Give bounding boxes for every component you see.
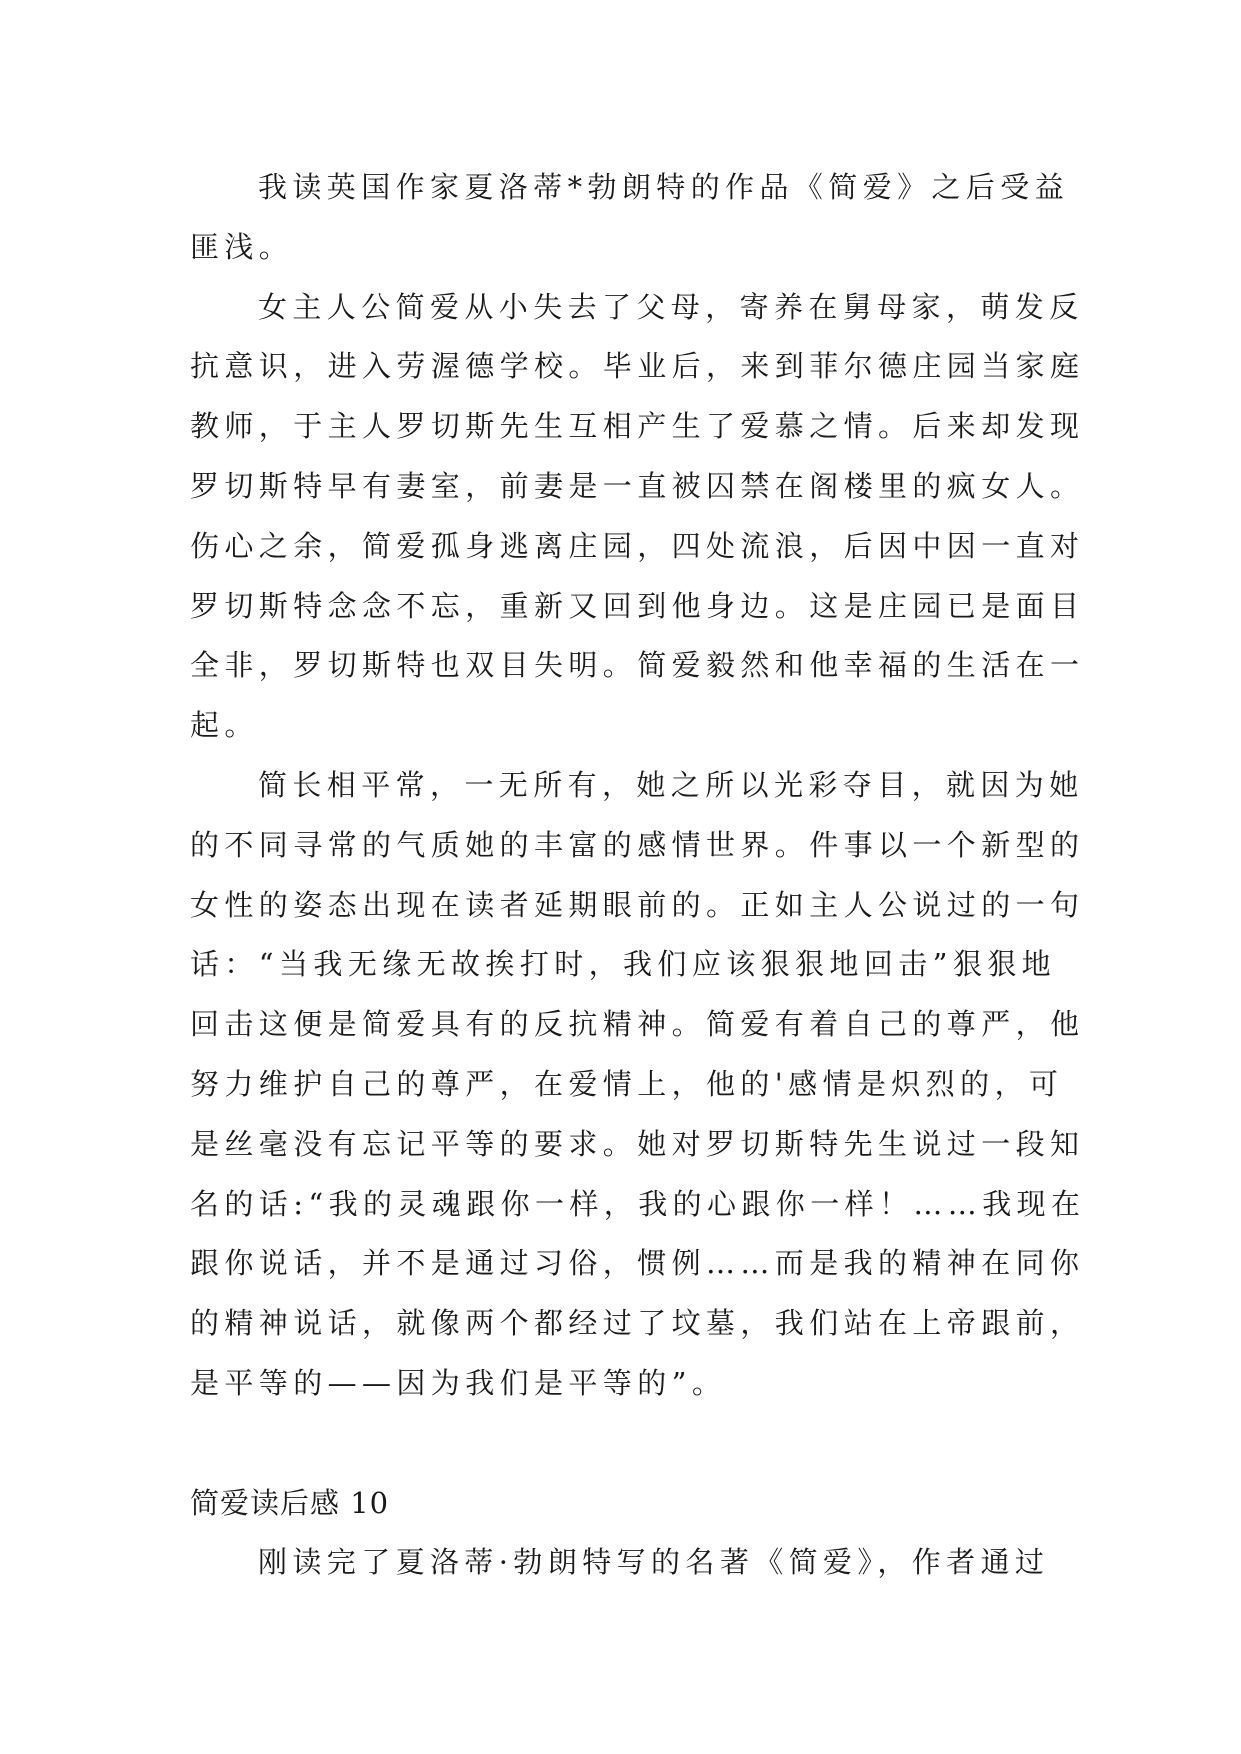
text-line: 的精神说话，就像两个都经过了坟墓，我们站在上帝跟前， xyxy=(190,1306,1085,1341)
text-line: 起。 xyxy=(190,708,259,743)
text-line: 女性的姿态出现在读者延期眼前的。正如主人公说过的一句 xyxy=(190,887,1085,922)
text-line: 全非，罗切斯特也双目失明。简爱毅然和他幸福的生活在一 xyxy=(190,648,1085,683)
text-line: 努力维护自己的尊严，在爱情上，他的'感情是炽烈的，可 xyxy=(190,1066,1064,1101)
text-line: 的不同寻常的气质她的丰富的感情世界。件事以一个新型的 xyxy=(190,827,1085,862)
text-line: 刚读完了夏洛蒂·勃朗特写的名著《简爱》，作者通过 xyxy=(258,1545,1050,1580)
text-line: 匪浅。 xyxy=(190,229,294,264)
paragraph-1 xyxy=(190,158,1070,278)
paragraph-2 xyxy=(190,278,1085,756)
text-line: 是平等的——因为我们是平等的”。 xyxy=(190,1365,727,1400)
text-line: 抗意识，进入劳渥德学校。毕业后，来到菲尔德庄园当家庭 xyxy=(190,349,1085,384)
text-line: 名的话:“我的灵魂跟你一样，我的心跟你一样！……我现在 xyxy=(190,1186,1086,1221)
text-line: 回击这便是简爱具有的反抗精神。简爱有着自己的尊严，他 xyxy=(190,1007,1085,1042)
text-line: 是丝毫没有忘记平等的要求。她对罗切斯特先生说过一段知 xyxy=(190,1126,1085,1161)
paragraph-3 xyxy=(190,756,1086,1414)
text-line: 我读英国作家夏洛蒂*勃朗特的作品《简爱》之后受益 xyxy=(258,170,1070,204)
text-line: 简长相平常，一无所有，她之所以光彩夺目，就因为她 xyxy=(258,767,1084,802)
text-line: 跟你说话，并不是通过习俗，惯例……而是我的精神在同你 xyxy=(190,1246,1085,1281)
document-body xyxy=(190,158,1086,1593)
text-line: 教师，于主人罗切斯先生互相产生了爱慕之情。后来却发现 xyxy=(190,409,1085,444)
text-line: 话：“当我无缘无故挨打时，我们应该狠狠地回击”狠狠地 xyxy=(190,947,1057,982)
paragraph-4 xyxy=(190,1533,1050,1593)
text-line: 罗切斯特念念不忘，重新又回到他身边。这是庄园已是面目 xyxy=(190,588,1085,623)
text-line: 罗切斯特早有妻室，前妻是一直被囚禁在阁楼里的疯女人。 xyxy=(190,468,1085,503)
section-heading: 简爱读后感 10 xyxy=(190,1485,390,1520)
text-line: 伤心之余，简爱孤身逃离庄园，四处流浪，后因中因一直对 xyxy=(190,528,1085,563)
blank-line xyxy=(190,1414,1050,1474)
text-line: 女主人公简爱从小失去了父母，寄养在舅母家，萌发反 xyxy=(258,289,1084,324)
